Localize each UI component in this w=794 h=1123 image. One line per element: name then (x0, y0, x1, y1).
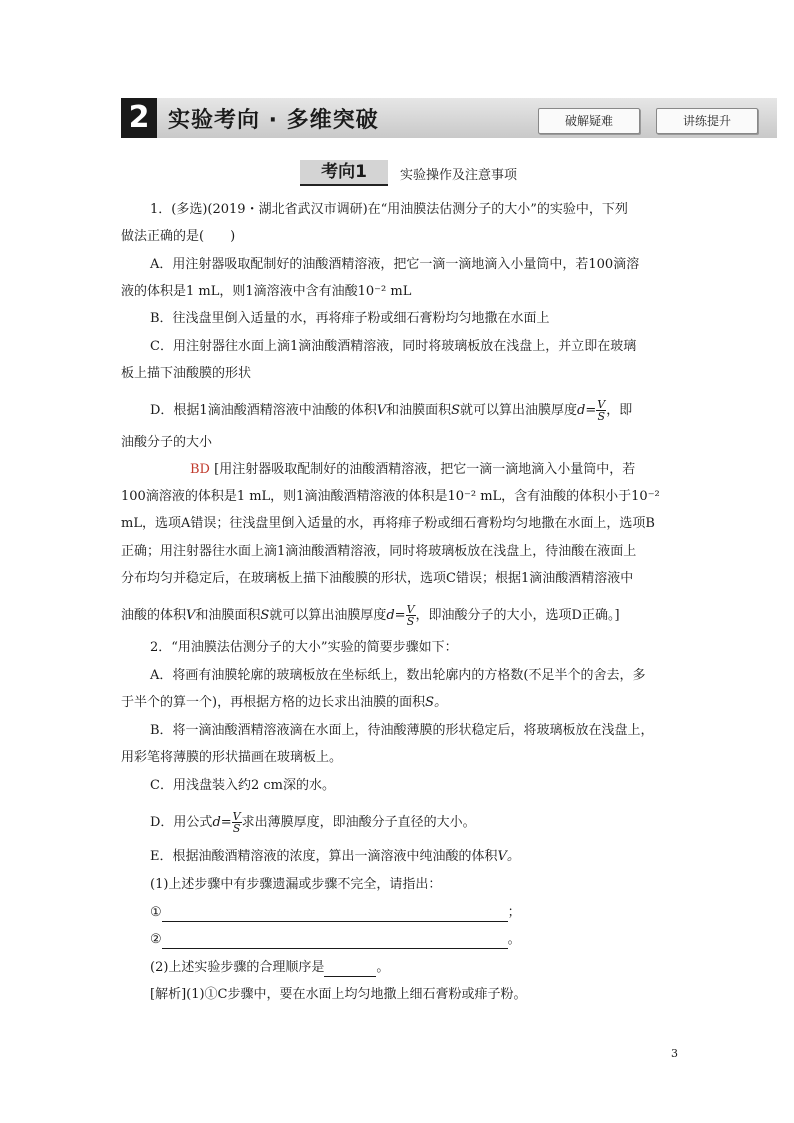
text-line (150, 848, 520, 866)
text-line: 分布均匀并稳定后，在玻璃板上描下油酸膜的形状，选项C错误；根据1滴油酸酒精溶液中 (121, 571, 634, 586)
text-segment: 于半个的算一个)，再根据方格的边长求出油膜的面积 (121, 695, 426, 710)
text-line: B．将一滴油酸酒精溶液滴在水面上，待油酸薄膜的形状稳定后，将玻璃板放在浅盘上， (150, 723, 654, 738)
text-segment: [用注射器吸取配制好的油酸酒精溶液，把它一滴一滴地滴入小量筒中，若 (214, 462, 636, 477)
text-line: mL，选项A错误；往浅盘里倒入适量的水，再将痱子粉或细石膏粉均匀地撒在水面上，选项B (121, 516, 655, 531)
text-segment: D．根据1滴油酸酒精溶液中油酸的体积 (150, 403, 377, 418)
blank-line-1 (150, 904, 521, 922)
text-segment: 和油膜面积 (386, 403, 452, 418)
text-segment: 油酸的体积 (121, 608, 187, 623)
text-line: 正确；用注射器往水面上滴1滴油酸酒精溶液，同时将玻璃板放在浅盘上，待油酸在液面上 (121, 544, 637, 559)
text-segment: 就可以算出油膜厚度 (460, 403, 578, 418)
difficulty-button[interactable]: 破解疑难 (538, 108, 640, 134)
text-line: [解析](1)①C步骤中，要在水面上均匀地撒上细石膏粉或痱子粉。 (150, 987, 527, 1002)
text-segment: 和油膜面积 (195, 608, 261, 623)
text-line: (1)上述步骤中有步骤遗漏或步骤不完全，请指出： (150, 877, 442, 892)
text-segment: ① (150, 905, 162, 920)
text-line: 1．(多选)(2019・湖北省武汉市调研)在“用油膜法估测分子的大小”的实验中，下列 (150, 202, 628, 217)
page-number: 3 (671, 1047, 678, 1060)
text-line: 100滴溶液的体积是1 mL，则1滴油酸酒精溶液的体积是10⁻² mL，含有油酸的体积小于10⁻² (121, 489, 660, 504)
text-line: C．用浅盘装入约2 cm深的水。 (150, 778, 335, 793)
fraction-v-over-s: $\frac{V}{S}$ (597, 398, 606, 423)
text-line: 2．“用油膜法估测分子的大小”实验的简要步骤如下： (150, 640, 458, 655)
text-line: B．往浅盘里倒入适量的水，再将痱子粉或细石膏粉均匀地撒在水面上 (150, 311, 550, 326)
text-segment: 就可以算出油膜厚度 (269, 608, 387, 623)
text-line: A．用注射器吸取配制好的油酸酒精溶液，把它一滴一滴地滴入小量筒中，若100滴溶 (150, 257, 640, 272)
text-line: 液的体积是1 mL，则1滴溶液中含有油酸10⁻² mL (121, 284, 412, 299)
text-line (121, 694, 447, 712)
text-segment: ； (507, 905, 521, 920)
practice-button[interactable]: 讲练提升 (656, 108, 758, 134)
section-title: 实验考向 · 多维突破 (168, 108, 379, 133)
text-segment: D．用公式 (150, 815, 213, 830)
text-line: 油酸分子的大小 (121, 435, 213, 450)
answer-line (190, 461, 635, 479)
answer-blank[interactable] (162, 932, 508, 949)
text-segment: ② (150, 932, 162, 947)
text-segment: ，即油酸分子的大小，选项D正确。] (415, 608, 620, 623)
text-segment: 。 (376, 960, 390, 975)
answer-blank[interactable] (324, 960, 376, 977)
text-line: 做法正确的是( ) (121, 229, 236, 244)
area-symbol: S (260, 608, 270, 623)
text-line: 用彩笔将薄膜的形状描画在玻璃板上。 (121, 750, 343, 765)
text-segment: (2)上述实验步骤的合理顺序是 (150, 960, 325, 975)
answer-formula-line (121, 604, 620, 627)
text-segment: E．根据油酸酒精溶液的浓度，算出一滴溶液中纯油酸的体积 (150, 849, 498, 864)
text-line: A．将画有油膜轮廓的玻璃板放在坐标纸上，数出轮廓内的方格数(不足半个的舍去，多 (150, 668, 646, 683)
answer-blank[interactable] (162, 905, 508, 922)
volume-symbol: V (186, 608, 196, 623)
thickness-symbol: d= (386, 608, 406, 623)
section-number: 2 (121, 98, 157, 138)
fraction-v-over-s: $\frac{V}{S}$ (232, 810, 241, 835)
volume-symbol: V。 (497, 849, 520, 864)
text-line: 板上描下油酸膜的形状 (121, 366, 252, 381)
fraction-v-over-s: $\frac{V}{S}$ (406, 603, 415, 628)
text-segment: 。 (507, 932, 521, 947)
option-d-line (150, 399, 632, 422)
text-segment: ，即 (606, 403, 633, 418)
area-symbol: S (451, 403, 461, 418)
formula-line (150, 811, 476, 834)
answer-label: BD (190, 462, 210, 477)
thickness-symbol: d= (577, 403, 597, 418)
volume-symbol: V (376, 403, 387, 418)
area-symbol: S。 (425, 695, 447, 710)
blank-line-2 (150, 931, 521, 949)
text-segment: 求出薄膜厚度，即油酸分子直径的大小。 (241, 815, 476, 830)
topic-subtitle: 实验操作及注意事项 (400, 168, 518, 183)
blank-line-3 (150, 959, 389, 977)
text-line: C．用注射器往水面上滴1滴油酸酒精溶液，同时将玻璃板放在浅盘上，并立即在玻璃 (150, 339, 637, 354)
thickness-symbol: d= (212, 815, 232, 830)
topic-tag: 考向1 (300, 160, 388, 186)
